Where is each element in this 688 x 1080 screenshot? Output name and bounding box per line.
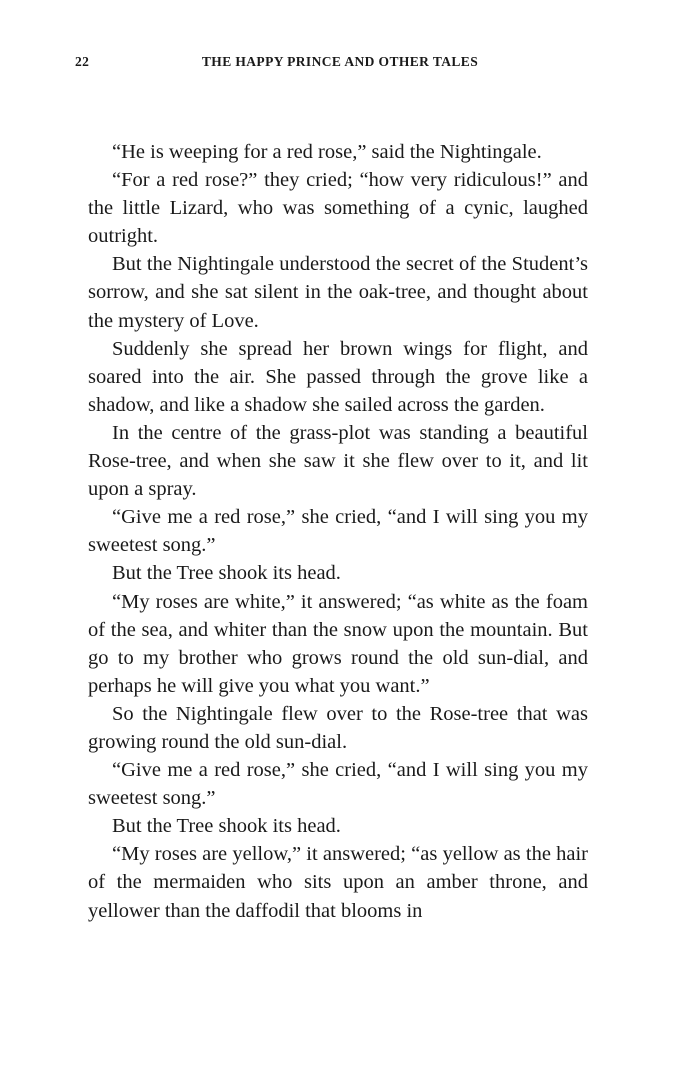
paragraph: Suddenly she spread her brown wings for flight, and soared into the air. She passed through the grove like a shadow, and like a shadow she sailed across the garden. — [88, 337, 588, 416]
body-text — [88, 138, 588, 925]
paragraph: “My roses are white,” it answered; “as white as the foam of the sea, and whiter than the snow upon the mountain. But go to my brother who grows round the old sun-dial, and perhaps he will give you what you want.” — [88, 590, 588, 697]
paragraph: “My roses are yellow,” it answered; “as yellow as the hair of the mermaiden who sits upon an amber throne, and yellower than the daffodil that blooms in — [88, 843, 588, 922]
paragraph: But the Nightingale understood the secret of the Student’s sorrow, and she sat silent in the oak-tree, and thought about the mystery of Love. — [88, 253, 588, 332]
paragraph: In the centre of the grass-plot was standing a beautiful Rose-tree, and when she saw it she flew over to it, and lit upon a spray. — [88, 421, 588, 501]
paragraph: But the Tree shook its head. — [112, 815, 341, 838]
running-head — [70, 54, 590, 74]
paragraph: “He is weeping for a red rose,” said the Nightingale. — [112, 141, 542, 163]
paragraph: “Give me a red rose,” she cried, “and I will sing you my sweetest song.” — [88, 506, 588, 557]
book-title: THE HAPPY PRINCE AND OTHER TALES — [201, 54, 479, 69]
paragraph: “For a red rose?” they cried; “how very ridiculous!” and the little Lizard, who was something of a cynic, laughed outright. — [88, 169, 588, 248]
page-number: 22 — [75, 54, 90, 69]
paragraph: But the Tree shook its head. — [112, 562, 341, 585]
paragraph: So the Nightingale flew over to the Rose-tree that was growing round the old sun-dial. — [88, 702, 588, 753]
paragraph: “Give me a red rose,” she cried, “and I will sing you my sweetest song.” — [88, 759, 588, 810]
